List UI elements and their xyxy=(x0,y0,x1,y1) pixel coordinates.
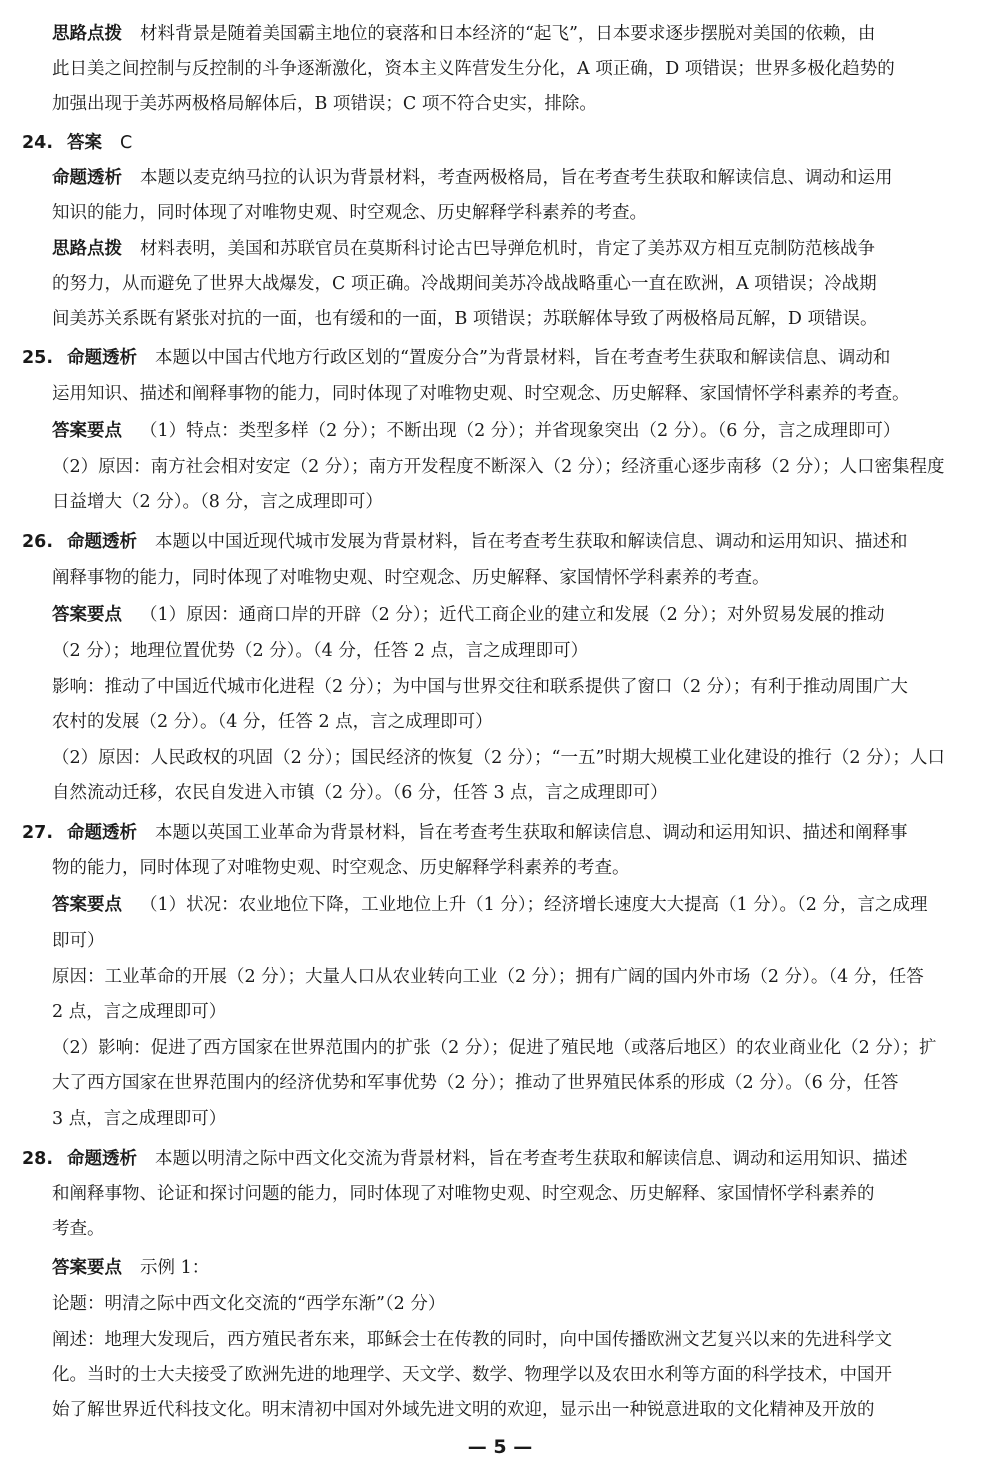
q28-analysis-line-1: 28. 命题透析 本题以明清之际中西文化交流为背景材料，旨在考查考生获取和解读信息、调动和运用知识、描述 xyxy=(22,1149,908,1169)
q28-thesis: 论题：明清之际中西文化交流的“西学东渐”（2 分） xyxy=(52,1294,446,1314)
q27-key-line-2: 即可） xyxy=(52,931,105,951)
q24-number: 24. xyxy=(22,133,54,153)
q24-analysis-line-1: 命题透析 本题以麦克纳马拉的认识为背景材料，考查两极格局，旨在考查考生获取和解读信息、调动和运用 xyxy=(52,168,893,188)
answer-label: 答案 xyxy=(67,133,103,153)
analysis-label: 命题透析 xyxy=(67,823,138,843)
page-number: — 5 — xyxy=(467,1436,533,1458)
q28-number: 28. xyxy=(22,1149,54,1169)
q27-key-line-1: 答案要点 （1）状况：农业地位下降，工业地位上升（1 分）；经济增长速度大大提高（1 分）。（2 分，言之成理 xyxy=(52,895,928,915)
q27-number: 27. xyxy=(22,823,54,843)
analysis-label: 命题透析 xyxy=(67,532,138,552)
q24-reasoning-line-2: 的努力，从而避免了世界大战爆发，C 项正确。冷战期间美苏冷战战略重心一直在欧洲，A 项错误；冷战期 xyxy=(52,274,877,294)
q27-analysis-line-1: 27. 命题透析 本题以英国工业革命为背景材料，旨在考查考生获取和解读信息、调动和运用知识、描述和阐释事 xyxy=(22,823,908,843)
q26-key-line-5: （2）原因：人民政权的巩固（2 分）；国民经济的恢复（2 分）；“一五”时期大规模工业化建设的推行（2 分）；人口 xyxy=(52,748,945,768)
q28-analysis-line-3: 考查。 xyxy=(52,1219,105,1239)
q24-answer-value: C xyxy=(120,133,133,153)
key-points-label: 答案要点 xyxy=(52,605,122,625)
q28-exposition-line-1: 阐述：地理大发现后，西方殖民者东来，耶稣会士在传教的同时，向中国传播欧洲文艺复兴以来的先进科学文 xyxy=(52,1330,892,1350)
reasoning-label: 思路点拨 xyxy=(52,24,122,44)
q27-key-line-6: 大了西方国家在世界范围内的经济优势和军事优势（2 分）；推动了世界殖民体系的形成（2 分）。（6 分，任答 xyxy=(52,1073,899,1093)
q26-key-line-2: （2 分）；地理位置优势（2 分）。（4 分，任答 2 点，言之成理即可） xyxy=(52,641,589,661)
q27-key-line-5: （2）影响：促进了西方国家在世界范围内的扩张（2 分）；促进了殖民地（或落后地区）的农业商业化（2 分）；扩 xyxy=(52,1038,937,1058)
q26-analysis-line-2: 阐释事物的能力，同时体现了对唯物史观、时空观念、历史解释、家国情怀学科素养的考查。 xyxy=(52,568,770,588)
q27-key-line-7: 3 点，言之成理即可） xyxy=(52,1109,227,1129)
q27-key-line-4: 2 点，言之成理即可） xyxy=(52,1002,227,1022)
q25-analysis-line-1: 25. 命题透析 本题以中国古代地方行政区划的“置废分合”为背景材料，旨在考查考生获取和解读信息、调动和 xyxy=(22,348,891,368)
q27-key-line-3: 原因：工业革命的开展（2 分）；大量人口从农业转向工业（2 分）；拥有广阔的国内外市场（2 分）。（4 分，任答 xyxy=(52,967,924,987)
key-points-label: 答案要点 xyxy=(52,421,122,441)
q25-key-line-2: （2）原因：南方社会相对安定（2 分）；南方开发程度不断深入（2 分）；经济重心逐步南移（2 分）；人口密集程度 xyxy=(52,457,945,477)
q24-reasoning-line-3: 间美苏关系既有紧张对抗的一面，也有缓和的一面，B 项错误；苏联解体导致了两极格局瓦解，D 项错误。 xyxy=(52,309,878,329)
q25-key-line-1: 答案要点 （1）特点：类型多样（2 分）；不断出现（2 分）；并省现象突出（2 分）。（6 分，言之成理即可） xyxy=(52,421,901,441)
key-points-label: 答案要点 xyxy=(52,895,122,915)
q26-number: 26. xyxy=(22,532,54,552)
q26-key-line-6: 自然流动迁移，农民自发进入市镇（2 分）。（6 分，任答 3 点，言之成理即可） xyxy=(52,783,668,803)
analysis-label: 命题透析 xyxy=(67,348,138,368)
key-points-label: 答案要点 xyxy=(52,1258,122,1278)
q26-key-line-4: 农村的发展（2 分）。（4 分，任答 2 点，言之成理即可） xyxy=(52,712,493,732)
q23-reasoning-line-3: 加强出现于美苏两极格局解体后，B 项错误；C 项不符合史实，排除。 xyxy=(52,94,597,114)
q28-key-intro: 答案要点 示例 1： xyxy=(52,1258,210,1278)
q26-key-line-3: 影响：推动了中国近代城市化进程（2 分）；为中国与世界交往和联系提供了窗口（2 分）；有利于推动周围广大 xyxy=(52,677,908,697)
q26-analysis-line-1: 26. 命题透析 本题以中国近现代城市发展为背景材料，旨在考查考生获取和解读信息、调动和运用知识、描述和 xyxy=(22,532,908,552)
q23-reasoning-line-2: 此日美之间控制与反控制的斗争逐渐激化，资本主义阵营发生分化，A 项正确，D 项错误；世界多极化趋势的 xyxy=(52,59,895,79)
q26-key-line-1: 答案要点 （1）原因：通商口岸的开辟（2 分）；近代工商企业的建立和发展（2 分）；对外贸易发展的推动 xyxy=(52,605,885,625)
reasoning-label: 思路点拨 xyxy=(52,239,122,259)
analysis-label: 命题透析 xyxy=(52,168,122,188)
q27-analysis-line-2: 物的能力，同时体现了对唯物史观、时空观念、历史解释学科素养的考查。 xyxy=(52,858,630,878)
q24-reasoning-line-1: 思路点拨 材料表明，美国和苏联官员在莫斯科讨论古巴导弹危机时，肯定了美苏双方相互克制防范核战争 xyxy=(52,239,875,259)
q24-answer-line xyxy=(22,130,982,156)
q24-analysis-line-2: 知识的能力，同时体现了对唯物史观、时空观念、历史解释学科素养的考查。 xyxy=(52,203,647,223)
q23-reasoning-line-1: 思路点拨 材料背景是随着美国霸主地位的衰落和日本经济的“起飞”，日本要求逐步摆脱对美国的依赖，由 xyxy=(52,24,876,44)
analysis-label: 命题透析 xyxy=(67,1149,138,1169)
q25-number: 25. xyxy=(22,348,54,368)
q28-exposition-line-3: 始了解世界近代科技文化。明末清初中国对外域先进文明的欢迎，显示出一种锐意进取的文化精神及开放的 xyxy=(52,1400,875,1420)
q25-analysis-line-2: 运用知识、描述和阐释事物的能力，同时体现了对唯物史观、时空观念、历史解释、家国情怀学科素养的考查。 xyxy=(52,384,910,404)
q28-exposition-line-2: 化。当时的士大夫接受了欧洲先进的地理学、天文学、数学、物理学以及农田水利等方面的科学技术，中国开 xyxy=(52,1365,892,1385)
q28-analysis-line-2: 和阐释事物、论证和探讨问题的能力，同时体现了对唯物史观、时空观念、历史解释、家国情怀学科素养的 xyxy=(52,1184,875,1204)
q25-key-line-3: 日益增大（2 分）。（8 分，言之成理即可） xyxy=(52,492,383,512)
